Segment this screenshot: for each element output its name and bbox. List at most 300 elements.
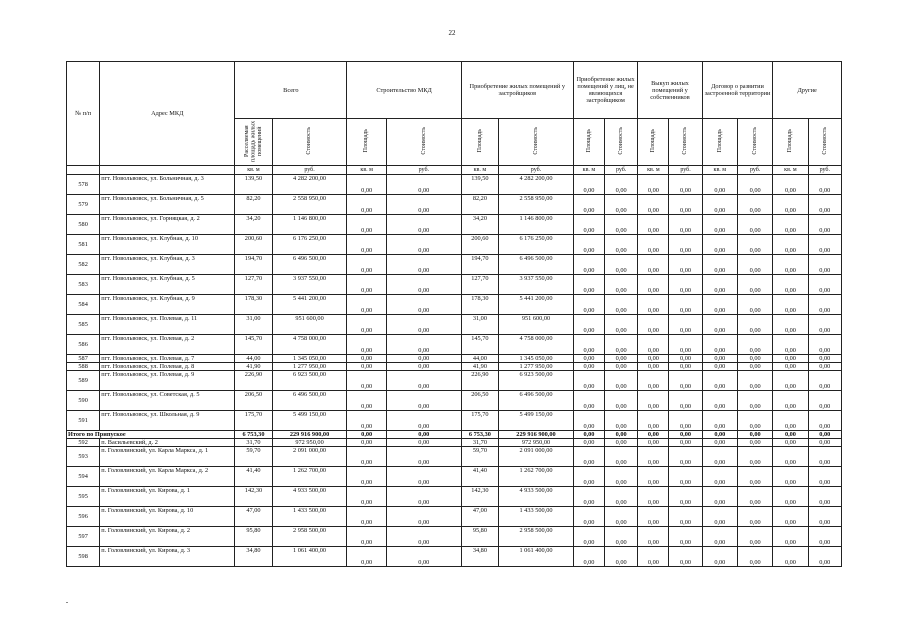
- row-address: пгт. Новольвовск, ул. Клубная, д. 5: [100, 275, 235, 295]
- row-address: п. Головлинский, ул. Кирова, д. 10: [100, 507, 235, 527]
- row-purchase-cost: 4 758 000,00: [499, 335, 574, 355]
- row-other-value: 0,00: [669, 411, 702, 431]
- row-other-value: 0,00: [702, 215, 737, 235]
- table-body: [67, 175, 842, 431]
- row-other-value: 0,00: [573, 447, 604, 467]
- header-address: Адрес МКД: [100, 62, 235, 166]
- row-other-value: 0,00: [669, 275, 702, 295]
- row-other-value: 0,00: [808, 195, 841, 215]
- row-build-area: 0,00: [347, 447, 386, 467]
- row-other-value: 0,00: [638, 439, 669, 447]
- total-other-value: 0,00: [737, 431, 772, 439]
- row-purchase-area: 34,20: [461, 215, 498, 235]
- row-number: 584: [67, 295, 100, 315]
- row-address: п. Головлинский, ул. Карла Маркса, д. 1: [100, 447, 235, 467]
- table-row: [67, 335, 842, 355]
- row-other-value: 0,00: [737, 335, 772, 355]
- row-other-value: 0,00: [773, 487, 808, 507]
- row-other-value: 0,00: [702, 255, 737, 275]
- header-group-buyout: Выкуп жилых помещений у собственников: [638, 62, 702, 119]
- row-build-cost: 0,00: [386, 335, 461, 355]
- row-purchase-cost: 4 282 200,00: [499, 175, 574, 195]
- unit-cost: руб.: [499, 166, 574, 175]
- row-build-area: 0,00: [347, 295, 386, 315]
- row-other-value: 0,00: [808, 447, 841, 467]
- row-purchase-cost: 5 441 200,00: [499, 295, 574, 315]
- row-total-area: 34,80: [235, 547, 272, 567]
- row-build-area: 0,00: [347, 467, 386, 487]
- sub-cost: Стоимость: [420, 127, 427, 155]
- row-other-value: 0,00: [702, 391, 737, 411]
- row-address: пгт. Новольвовск, ул. Полевая, д. 9: [100, 371, 235, 391]
- sub-cost: Стоимость: [682, 127, 689, 155]
- row-other-value: 0,00: [605, 487, 638, 507]
- row-purchase-cost: 2 558 950,00: [499, 195, 574, 215]
- row-other-value: 0,00: [605, 391, 638, 411]
- row-other-value: 0,00: [808, 355, 841, 363]
- row-other-value: 0,00: [773, 439, 808, 447]
- row-other-value: 0,00: [702, 487, 737, 507]
- row-other-value: 0,00: [638, 355, 669, 363]
- row-purchase-cost: 1 345 050,00: [499, 355, 574, 363]
- row-other-value: 0,00: [638, 487, 669, 507]
- row-build-area: 0,00: [347, 275, 386, 295]
- row-number: 583: [67, 275, 100, 295]
- sub-total-area: Расселяемая площадь жилых помещений: [243, 120, 263, 162]
- row-other-value: 0,00: [737, 295, 772, 315]
- row-other-value: 0,00: [669, 527, 702, 547]
- row-other-value: 0,00: [737, 275, 772, 295]
- row-other-value: 0,00: [638, 363, 669, 371]
- row-purchase-cost: 1 277 950,00: [499, 363, 574, 371]
- row-other-value: 0,00: [573, 315, 604, 335]
- row-address: п. Головлинский, ул. Кирова, д. 3: [100, 547, 235, 567]
- row-other-value: 0,00: [573, 527, 604, 547]
- row-total-cost: 2 958 500,00: [272, 527, 347, 547]
- sub-area: Площадь: [787, 129, 794, 153]
- row-other-value: 0,00: [702, 335, 737, 355]
- row-other-value: 0,00: [638, 447, 669, 467]
- row-total-cost: 1 061 400,00: [272, 547, 347, 567]
- row-other-value: 0,00: [669, 175, 702, 195]
- header-group-other: Другие: [773, 62, 842, 119]
- row-other-value: 0,00: [669, 363, 702, 371]
- table-row: [67, 467, 842, 487]
- table-row: [67, 487, 842, 507]
- row-other-value: 0,00: [808, 215, 841, 235]
- row-other-value: 0,00: [702, 527, 737, 547]
- header-group-development-contract: Договор о развитии застроенной территории: [702, 62, 773, 119]
- sub-area: Площадь: [476, 129, 483, 153]
- table-header: [67, 62, 842, 175]
- row-other-value: 0,00: [573, 363, 604, 371]
- row-other-value: 0,00: [737, 255, 772, 275]
- row-number: 587: [67, 355, 100, 363]
- row-other-value: 0,00: [573, 391, 604, 411]
- row-other-value: 0,00: [573, 175, 604, 195]
- row-purchase-area: 47,00: [461, 507, 498, 527]
- row-total-cost: 4 282 200,00: [272, 175, 347, 195]
- row-other-value: 0,00: [702, 315, 737, 335]
- row-other-value: 0,00: [605, 255, 638, 275]
- row-other-value: 0,00: [669, 295, 702, 315]
- row-total-area: 41,90: [235, 363, 272, 371]
- row-total-cost: 6 176 250,00: [272, 235, 347, 255]
- row-number: 591: [67, 411, 100, 431]
- row-total-cost: 6 496 500,00: [272, 255, 347, 275]
- row-other-value: 0,00: [702, 275, 737, 295]
- row-other-value: 0,00: [669, 467, 702, 487]
- row-other-value: 0,00: [737, 355, 772, 363]
- row-purchase-area: 41,90: [461, 363, 498, 371]
- row-other-value: 0,00: [573, 235, 604, 255]
- row-build-area: 0,00: [347, 175, 386, 195]
- row-other-value: 0,00: [737, 547, 772, 567]
- row-other-value: 0,00: [573, 487, 604, 507]
- row-other-value: 0,00: [638, 215, 669, 235]
- sub-area: Площадь: [716, 129, 723, 153]
- row-address: пгт. Новольвовск, ул. Школьная, д. 9: [100, 411, 235, 431]
- row-other-value: 0,00: [573, 195, 604, 215]
- row-total-area: 145,70: [235, 335, 272, 355]
- row-other-value: 0,00: [808, 175, 841, 195]
- row-other-value: 0,00: [605, 411, 638, 431]
- row-purchase-area: 178,30: [461, 295, 498, 315]
- row-number: 593: [67, 447, 100, 467]
- row-address: п. Васильевский, д. 2: [100, 439, 235, 447]
- row-purchase-cost: 1 262 700,00: [499, 467, 574, 487]
- row-purchase-cost: 6 496 500,00: [499, 391, 574, 411]
- total-purchase-area: 6 753,30: [461, 431, 498, 439]
- header-group-non-developer: Приобретение жилых помещений у лиц, не являющихся застройщиком: [573, 62, 637, 119]
- header-group-developer: Приобретение жилых помещений у застройщиков: [461, 62, 573, 119]
- row-number: 597: [67, 527, 100, 547]
- page-number: 22: [448, 29, 456, 37]
- row-other-value: 0,00: [573, 371, 604, 391]
- row-purchase-area: 31,70: [461, 439, 498, 447]
- table-row: [67, 255, 842, 275]
- row-total-area: 139,50: [235, 175, 272, 195]
- row-other-value: 0,00: [702, 355, 737, 363]
- row-other-value: 0,00: [573, 467, 604, 487]
- total-other-value: 0,00: [605, 431, 638, 439]
- table-row: [67, 371, 842, 391]
- row-address: пгт. Новольвовск, ул. Больничная, д. 3: [100, 175, 235, 195]
- row-other-value: 0,00: [808, 391, 841, 411]
- row-other-value: 0,00: [702, 363, 737, 371]
- row-purchase-area: 44,00: [461, 355, 498, 363]
- table-row: [67, 195, 842, 215]
- row-other-value: 0,00: [808, 467, 841, 487]
- total-build-cost: 0,00: [386, 431, 461, 439]
- row-other-value: 0,00: [808, 527, 841, 547]
- row-purchase-area: 59,70: [461, 447, 498, 467]
- row-total-area: 31,00: [235, 315, 272, 335]
- row-total-area: 31,70: [235, 439, 272, 447]
- row-other-value: 0,00: [773, 315, 808, 335]
- row-other-value: 0,00: [773, 355, 808, 363]
- row-build-area: 0,00: [347, 439, 386, 447]
- row-address: пгт. Новольвовск, ул. Клубная, д. 9: [100, 295, 235, 315]
- row-other-value: 0,00: [573, 547, 604, 567]
- row-other-value: 0,00: [702, 175, 737, 195]
- row-other-value: 0,00: [808, 235, 841, 255]
- row-number: 589: [67, 371, 100, 391]
- sub-area: Площадь: [585, 129, 592, 153]
- row-other-value: 0,00: [773, 295, 808, 315]
- row-build-area: 0,00: [347, 255, 386, 275]
- row-purchase-area: 139,50: [461, 175, 498, 195]
- row-build-area: 0,00: [347, 355, 386, 363]
- row-purchase-area: 200,60: [461, 235, 498, 255]
- table-row: [67, 315, 842, 335]
- total-purchase-cost: 229 916 900,00: [499, 431, 574, 439]
- row-other-value: 0,00: [669, 335, 702, 355]
- table-row: [67, 527, 842, 547]
- row-purchase-cost: 1 061 400,00: [499, 547, 574, 567]
- row-total-area: 226,90: [235, 371, 272, 391]
- row-other-value: 0,00: [808, 335, 841, 355]
- row-purchase-cost: 2 958 500,00: [499, 527, 574, 547]
- unit-area: кв. м: [461, 166, 498, 175]
- row-other-value: 0,00: [669, 371, 702, 391]
- total-row: [67, 431, 842, 439]
- row-build-cost: 0,00: [386, 447, 461, 467]
- row-other-value: 0,00: [638, 527, 669, 547]
- row-other-value: 0,00: [638, 411, 669, 431]
- row-build-cost: 0,00: [386, 275, 461, 295]
- row-total-area: 206,50: [235, 391, 272, 411]
- row-address: пгт. Новольвовск, ул. Клубная, д. 10: [100, 235, 235, 255]
- row-other-value: 0,00: [605, 215, 638, 235]
- row-other-value: 0,00: [808, 315, 841, 335]
- row-other-value: 0,00: [605, 439, 638, 447]
- row-other-value: 0,00: [773, 411, 808, 431]
- row-other-value: 0,00: [737, 487, 772, 507]
- row-build-area: 0,00: [347, 411, 386, 431]
- row-build-cost: 0,00: [386, 371, 461, 391]
- row-address: пгт. Новольвовск, ул. Полевая, д. 2: [100, 335, 235, 355]
- row-total-area: 175,70: [235, 411, 272, 431]
- row-total-cost: 6 923 500,00: [272, 371, 347, 391]
- row-number: 592: [67, 439, 100, 447]
- row-build-cost: 0,00: [386, 315, 461, 335]
- row-purchase-area: 175,70: [461, 411, 498, 431]
- row-purchase-cost: 3 937 550,00: [499, 275, 574, 295]
- row-number: 596: [67, 507, 100, 527]
- row-purchase-cost: 951 600,00: [499, 315, 574, 335]
- unit-cost: руб.: [272, 166, 347, 175]
- row-other-value: 0,00: [737, 527, 772, 547]
- row-other-value: 0,00: [808, 275, 841, 295]
- row-total-area: 41,40: [235, 467, 272, 487]
- row-other-value: 0,00: [808, 439, 841, 447]
- row-total-area: 142,30: [235, 487, 272, 507]
- row-number: 586: [67, 335, 100, 355]
- unit-area: кв. м: [702, 166, 737, 175]
- row-other-value: 0,00: [773, 467, 808, 487]
- row-other-value: 0,00: [573, 215, 604, 235]
- sub-cost: Стоимость: [306, 127, 313, 155]
- table-row: [67, 275, 842, 295]
- row-build-area: 0,00: [347, 315, 386, 335]
- unit-area: кв. м: [638, 166, 669, 175]
- row-total-cost: 951 600,00: [272, 315, 347, 335]
- row-other-value: 0,00: [638, 507, 669, 527]
- row-number: 579: [67, 195, 100, 215]
- row-other-value: 0,00: [605, 527, 638, 547]
- row-address: пгт. Новольвовск, ул. Клубная, д. 3: [100, 255, 235, 275]
- row-other-value: 0,00: [808, 507, 841, 527]
- row-address: пгт. Новольвовск, ул. Советская, д. 5: [100, 391, 235, 411]
- row-other-value: 0,00: [773, 371, 808, 391]
- row-purchase-area: 194,70: [461, 255, 498, 275]
- row-total-cost: 5 441 200,00: [272, 295, 347, 315]
- row-total-area: 59,70: [235, 447, 272, 467]
- row-other-value: 0,00: [702, 507, 737, 527]
- table-row: [67, 363, 842, 371]
- row-purchase-area: 206,50: [461, 391, 498, 411]
- row-purchase-area: 82,20: [461, 195, 498, 215]
- table-row: [67, 439, 842, 447]
- row-other-value: 0,00: [773, 235, 808, 255]
- row-build-area: 0,00: [347, 195, 386, 215]
- row-build-cost: 0,00: [386, 507, 461, 527]
- row-other-value: 0,00: [773, 447, 808, 467]
- row-build-cost: 0,00: [386, 487, 461, 507]
- row-other-value: 0,00: [737, 235, 772, 255]
- row-other-value: 0,00: [638, 175, 669, 195]
- row-build-area: 0,00: [347, 547, 386, 567]
- row-other-value: 0,00: [638, 547, 669, 567]
- row-build-area: 0,00: [347, 391, 386, 411]
- header-group-total: Всего: [235, 62, 347, 119]
- total-body: [67, 431, 842, 439]
- row-build-cost: 0,00: [386, 363, 461, 371]
- row-number: 585: [67, 315, 100, 335]
- row-address: п. Головлинский, ул. Карла Маркса, д. 2: [100, 467, 235, 487]
- row-purchase-area: 41,40: [461, 467, 498, 487]
- row-other-value: 0,00: [669, 487, 702, 507]
- row-other-value: 0,00: [669, 215, 702, 235]
- row-other-value: 0,00: [638, 255, 669, 275]
- row-number: 595: [67, 487, 100, 507]
- row-other-value: 0,00: [737, 447, 772, 467]
- row-other-value: 0,00: [605, 467, 638, 487]
- row-build-area: 0,00: [347, 215, 386, 235]
- header-units: [67, 166, 842, 175]
- row-other-value: 0,00: [773, 363, 808, 371]
- total-build-area: 0,00: [347, 431, 386, 439]
- row-other-value: 0,00: [737, 411, 772, 431]
- row-total-cost: 2 091 000,00: [272, 447, 347, 467]
- row-other-value: 0,00: [573, 355, 604, 363]
- row-number: 588: [67, 363, 100, 371]
- row-other-value: 0,00: [702, 371, 737, 391]
- row-other-value: 0,00: [638, 235, 669, 255]
- row-build-cost: 0,00: [386, 439, 461, 447]
- row-other-value: 0,00: [605, 195, 638, 215]
- row-other-value: 0,00: [773, 391, 808, 411]
- row-other-value: 0,00: [669, 447, 702, 467]
- row-other-value: 0,00: [808, 295, 841, 315]
- row-total-cost: 3 937 550,00: [272, 275, 347, 295]
- row-build-cost: 0,00: [386, 411, 461, 431]
- row-total-area: 34,20: [235, 215, 272, 235]
- row-build-cost: 0,00: [386, 467, 461, 487]
- row-purchase-area: 127,70: [461, 275, 498, 295]
- unit-area: кв. м: [235, 166, 272, 175]
- row-other-value: 0,00: [669, 315, 702, 335]
- row-other-value: 0,00: [605, 447, 638, 467]
- row-other-value: 0,00: [638, 467, 669, 487]
- row-other-value: 0,00: [737, 195, 772, 215]
- row-number: 594: [67, 467, 100, 487]
- row-build-area: 0,00: [347, 363, 386, 371]
- row-other-value: 0,00: [605, 335, 638, 355]
- row-other-value: 0,00: [702, 295, 737, 315]
- unit-cost: руб.: [605, 166, 638, 175]
- row-other-value: 0,00: [638, 391, 669, 411]
- row-other-value: 0,00: [773, 255, 808, 275]
- row-other-value: 0,00: [737, 391, 772, 411]
- row-other-value: 0,00: [702, 411, 737, 431]
- table-row: [67, 391, 842, 411]
- unit-area: кв. м: [347, 166, 386, 175]
- row-other-value: 0,00: [773, 195, 808, 215]
- row-other-value: 0,00: [669, 255, 702, 275]
- row-total-cost: 1 277 950,00: [272, 363, 347, 371]
- row-other-value: 0,00: [669, 507, 702, 527]
- row-other-value: 0,00: [737, 175, 772, 195]
- table-row: [67, 295, 842, 315]
- row-other-value: 0,00: [773, 335, 808, 355]
- row-other-value: 0,00: [702, 447, 737, 467]
- row-build-area: 0,00: [347, 335, 386, 355]
- row-other-value: 0,00: [669, 391, 702, 411]
- total-other-value: 0,00: [573, 431, 604, 439]
- row-other-value: 0,00: [605, 547, 638, 567]
- row-build-area: 0,00: [347, 527, 386, 547]
- row-other-value: 0,00: [605, 275, 638, 295]
- row-number: 581: [67, 235, 100, 255]
- row-total-area: 178,30: [235, 295, 272, 315]
- row-number: 578: [67, 175, 100, 195]
- row-purchase-area: 226,90: [461, 371, 498, 391]
- table-row: [67, 235, 842, 255]
- total-other-value: 0,00: [638, 431, 669, 439]
- row-address: пгт. Новольвовск, ул. Горняцкая, д. 2: [100, 215, 235, 235]
- sub-area: Площадь: [363, 129, 370, 153]
- table-row: [67, 355, 842, 363]
- row-other-value: 0,00: [573, 411, 604, 431]
- row-purchase-cost: 1 433 500,00: [499, 507, 574, 527]
- row-other-value: 0,00: [638, 275, 669, 295]
- row-other-value: 0,00: [638, 195, 669, 215]
- row-purchase-cost: 6 923 500,00: [499, 371, 574, 391]
- row-purchase-area: 95,80: [461, 527, 498, 547]
- row-total-cost: 4 758 000,00: [272, 335, 347, 355]
- row-build-cost: 0,00: [386, 195, 461, 215]
- row-purchase-cost: 6 176 250,00: [499, 235, 574, 255]
- row-total-area: 44,00: [235, 355, 272, 363]
- row-purchase-area: 34,80: [461, 547, 498, 567]
- row-other-value: 0,00: [573, 507, 604, 527]
- row-other-value: 0,00: [605, 175, 638, 195]
- row-purchase-cost: 6 496 500,00: [499, 255, 574, 275]
- total-other-value: 0,00: [669, 431, 702, 439]
- row-other-value: 0,00: [669, 439, 702, 447]
